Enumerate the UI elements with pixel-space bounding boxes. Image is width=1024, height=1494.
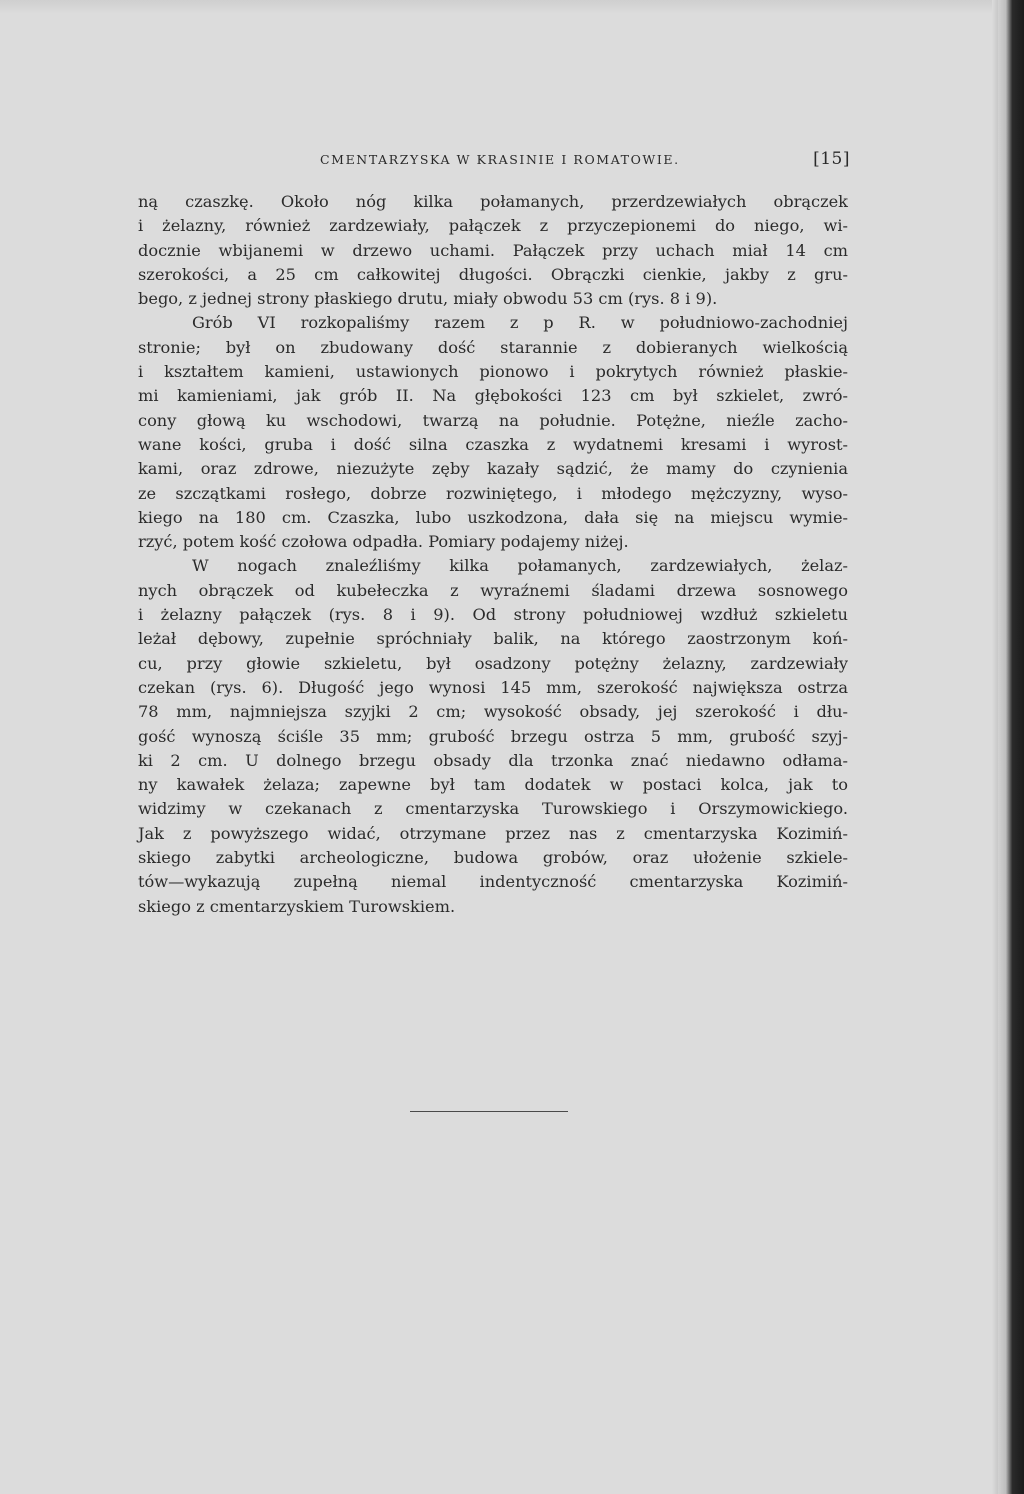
- text-line: cu, przy głowie szkieletu, był osadzony potężny żelazny, zardzewiały: [138, 653, 848, 673]
- text-line: i kształtem kamieni, ustawionych pionowo i pokrytych również płaskie-: [138, 362, 848, 382]
- text-line: szerokości, a 25 cm całkowitej długości. Obrączki cienkie, jakby z gru-: [138, 264, 848, 284]
- page-header: [138, 149, 850, 171]
- text-line: czekan (rys. 6). Długość jego wynosi 145 mm, szerokość największa ostrza: [138, 677, 848, 697]
- text-line: rzyć, potem kość czołowa odpadła. Pomiary podajemy niżej.: [138, 532, 629, 552]
- text-line: 78 mm, najmniejsza szyjki 2 cm; wysokość obsady, jej szerokość i dłu-: [138, 702, 848, 722]
- text-line: bego, z jednej strony płaskiego drutu, miały obwodu 53 cm (rys. 8 i 9).: [138, 289, 718, 309]
- text-line: i żelazny, również zardzewiały, pałączek z przyczepionemi do niego, wi-: [138, 216, 848, 236]
- text-line: tów—wykazują zupełną niemal indentyczność cmentarzyska Kozimiń-: [138, 872, 848, 892]
- page-top-edge: [0, 0, 1024, 14]
- text-line: docznie wbijanemi w drzewo uchami. Pałączek przy uchach miał 14 cm: [138, 240, 848, 260]
- text-line: nych obrączek od kubełeczka z wyraźnemi śladami drzewa sosnowego: [138, 580, 848, 600]
- text-line: Jak z powyższego widać, otrzymane przez nas z cmentarzyska Kozimiń-: [138, 823, 848, 843]
- body-text: [138, 190, 848, 919]
- text-line: skiego z cmentarzyskiem Turowskiem.: [138, 896, 456, 916]
- text-line: mi kamieniami, jak grób II. Na głębokości 123 cm był szkielet, zwró-: [138, 386, 848, 406]
- text-line: cony głową ku wschodowi, twarzą na południe. Potężne, nieźle zacho-: [138, 410, 848, 430]
- page-number: [15]: [813, 149, 850, 169]
- text-line: kiego na 180 cm. Czaszka, lubo uszkodzona, dała się na miejscu wymie-: [138, 507, 848, 527]
- text-line: gość wynoszą ściśle 35 mm; grubość brzegu ostrza 5 mm, grubość szyj-: [138, 726, 848, 746]
- text-line: ze szczątkami rosłego, dobrze rozwiniętego, i młodego mężczyzny, wyso-: [138, 483, 848, 503]
- text-line: leżał dębowy, zupełnie spróchniały balik, na którego zaostrzonym koń-: [138, 629, 848, 649]
- scan-border-strip: [998, 0, 1024, 1494]
- text-line: Grób VI rozkopaliśmy razem z p R. w południowo-zachodniej: [192, 313, 848, 333]
- text-line: W nogach znaleźliśmy kilka połamanych, zardzewiałych, żelaz-: [192, 556, 848, 576]
- text-line: i żelazny pałączek (rys. 8 i 9). Od strony południowej wzdłuż szkieletu: [138, 605, 848, 625]
- text-line: kami, oraz zdrowe, niezużyte zęby kazały sądzić, że mamy do czynienia: [138, 459, 848, 479]
- running-title: CMENTARZYSKA W KRASINIE I ROMATOWIE.: [320, 152, 680, 167]
- text-line: ki 2 cm. U dolnego brzegu obsady dla trzonka znać niedawno odłama-: [138, 750, 848, 770]
- text-line: ną czaszkę. Około nóg kilka połamanych, przerdzewiałych obrączek: [138, 192, 848, 211]
- text-line: ny kawałek żelaza; zapewne był tam dodatek w postaci kolca, jak to: [138, 775, 848, 795]
- text-line: wane kości, gruba i dość silna czaszka z wydatnemi kresami i wyrost-: [138, 434, 848, 454]
- text-line: skiego zabytki archeologiczne, budowa grobów, oraz ułożenie szkiele-: [138, 848, 848, 868]
- section-divider-rule: [410, 1111, 568, 1112]
- text-line: widzimy w czekanach z cmentarzyska Turowskiego i Orszymowickiego.: [138, 799, 848, 819]
- text-line: stronie; był on zbudowany dość starannie z dobieranych wielkością: [138, 337, 848, 357]
